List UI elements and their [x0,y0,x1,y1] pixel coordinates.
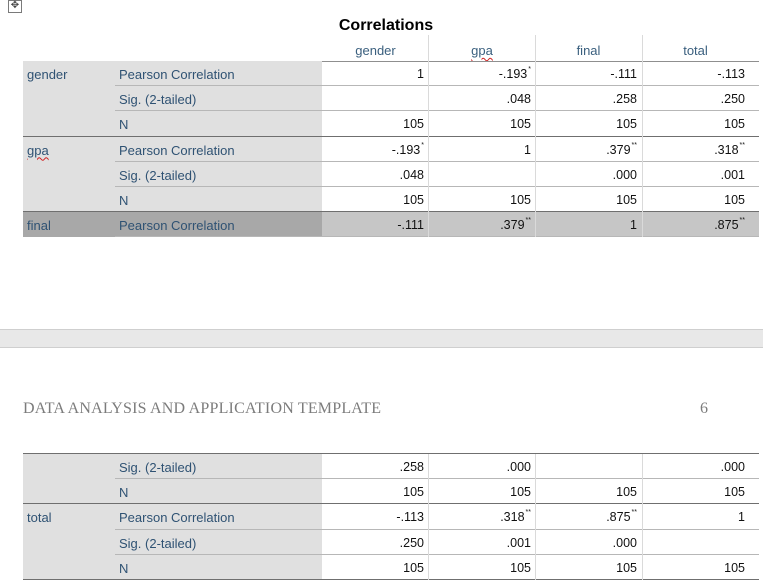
running-head: DATA ANALYSIS AND APPLICATION TEMPLATE [23,400,382,417]
row-label-gpa-text: gpa [27,142,49,158]
stat-label: N [119,193,129,208]
table-cell [441,67,531,81]
significance-marker: ** [739,141,745,149]
row-label-gpa [27,143,49,158]
header-divider [642,35,643,63]
column-header-gpa-label: gpa [471,43,493,58]
significance-marker: ** [525,509,531,517]
table-cell [334,218,424,232]
table-cell [547,117,637,131]
table-cell [655,67,745,81]
cell-value: .250 [399,535,424,550]
significance-marker: ** [631,141,637,149]
table-cell [655,117,745,131]
cell-value: 105 [616,193,637,207]
row-rule [115,478,759,479]
table-cell [547,143,637,157]
table-cell [334,168,424,182]
header-divider [428,35,429,63]
table-cell [655,218,745,232]
table-cell [655,485,745,499]
table-cell [547,218,637,232]
column-header-final: final [576,43,601,58]
cell-value: .875 [714,218,739,233]
table-cell [655,561,745,575]
cell-value: .250 [720,92,745,107]
table-cell [547,193,637,207]
cell-value: .048 [399,167,424,182]
cell-value: .258 [399,460,424,474]
row-label-final: final [27,218,51,234]
cell-value: 105 [724,560,745,575]
header-rule [322,61,759,62]
column-header-total: total [683,43,708,58]
header-divider [535,35,536,63]
column-divider [642,454,643,580]
table-cell [441,485,531,499]
table-cell [334,143,424,157]
cell-value: 105 [403,485,424,500]
table-cell [441,510,531,524]
stat-label: N [119,560,129,576]
table-cell [547,67,637,81]
row-rule [115,236,759,237]
table-cell [441,92,531,106]
row-rule [23,579,759,580]
table-cell [655,460,745,474]
table-cell [547,92,637,106]
table-cell [441,460,531,474]
row-rule [115,110,759,111]
cell-value: 105 [403,193,424,207]
stat-label: Pearson Correlation [119,510,235,526]
table-cell [334,117,424,131]
cell-value: .318 [500,510,525,525]
cell-value: -.193 [391,142,421,157]
row-label-gender: gender [27,67,68,82]
cell-value: 1 [630,218,637,233]
row-rule [23,503,759,504]
stat-label: Pearson Correlation [119,67,235,82]
table-cell [655,193,745,207]
cell-value: .875 [606,510,631,525]
cell-value: 105 [403,560,424,575]
cell-value: 1 [738,510,745,525]
table-cell [441,218,531,232]
cell-value: -.111 [397,218,424,233]
cell-value: .000 [612,167,637,182]
stat-label: Sig. (2-tailed) [119,92,197,108]
row-rule [115,161,759,162]
significance-marker: ** [525,217,531,225]
significance-marker: ** [739,217,745,225]
table-cell [334,460,424,474]
cell-value: 105 [510,117,531,132]
cell-value: -.193 [498,67,528,81]
column-divider [535,61,536,237]
row-label-total: total [27,510,52,526]
page-number: 6 [700,400,708,417]
table-cell [547,485,637,499]
cell-value: .379 [500,218,525,233]
table-move-handle-icon[interactable]: ✥ [8,0,22,13]
stat-label: Pearson Correlation [119,142,235,158]
cell-value: -.111 [610,67,637,81]
cell-value: .258 [612,92,637,107]
table-cell [441,143,531,157]
cell-value: 105 [403,117,424,132]
cell-value: 105 [510,560,531,575]
cell-value: .000 [506,460,531,474]
cell-value: 105 [616,485,637,500]
row-rule [115,186,759,187]
significance-marker: * [528,66,531,73]
row-rule [115,529,759,530]
table-cell [441,193,531,207]
cell-value: 105 [616,560,637,575]
table-cell [655,510,745,524]
table-cell [334,67,424,81]
column-header-gender: gender [355,43,396,58]
table-cell [334,510,424,524]
cell-value: .379 [606,142,631,157]
stat-label: Sig. (2-tailed) [119,535,197,551]
cell-value: 105 [724,193,745,207]
column-header-gpa [429,43,535,58]
table-cell [547,561,637,575]
page-break [0,329,763,348]
cell-value: -.113 [396,510,424,525]
stat-label: N [119,117,129,133]
cell-value: .000 [720,460,745,474]
column-divider [535,454,536,580]
table-cell [334,561,424,575]
cell-value: 105 [616,117,637,132]
table-cell [334,193,424,207]
stat-label: Pearson Correlation [119,218,235,234]
table-cell [441,561,531,575]
table-cell [547,168,637,182]
table-title: Correlations [338,17,434,34]
cell-value: 105 [724,117,745,132]
column-divider [428,61,429,237]
cell-value: .048 [506,92,531,107]
table-cell [655,143,745,157]
cell-value: .000 [612,535,637,550]
table-cell [547,536,637,550]
column-divider [428,454,429,580]
cell-value: .001 [506,535,531,550]
stat-label: Sig. (2-tailed) [119,167,197,183]
cell-value: 105 [510,193,531,207]
cell-value: .001 [720,167,745,182]
row-rule [115,554,759,555]
significance-marker: * [421,141,424,149]
cell-value: 1 [524,142,531,157]
cell-value: .318 [714,142,739,157]
table-cell [441,536,531,550]
row-rule [115,85,759,86]
table-cell [547,510,637,524]
stat-label: Sig. (2-tailed) [119,460,197,475]
row-rule [23,136,759,137]
table-cell [334,485,424,499]
column-divider [642,61,643,237]
cell-value: -.113 [717,67,745,81]
cell-value: 105 [510,485,531,500]
table-cell [334,536,424,550]
stat-label: N [119,485,129,501]
table-cell [441,117,531,131]
significance-marker: ** [631,509,637,517]
table-cell [655,92,745,106]
table-cell [655,168,745,182]
cell-value: 105 [724,485,745,500]
cell-value: 1 [417,67,424,81]
